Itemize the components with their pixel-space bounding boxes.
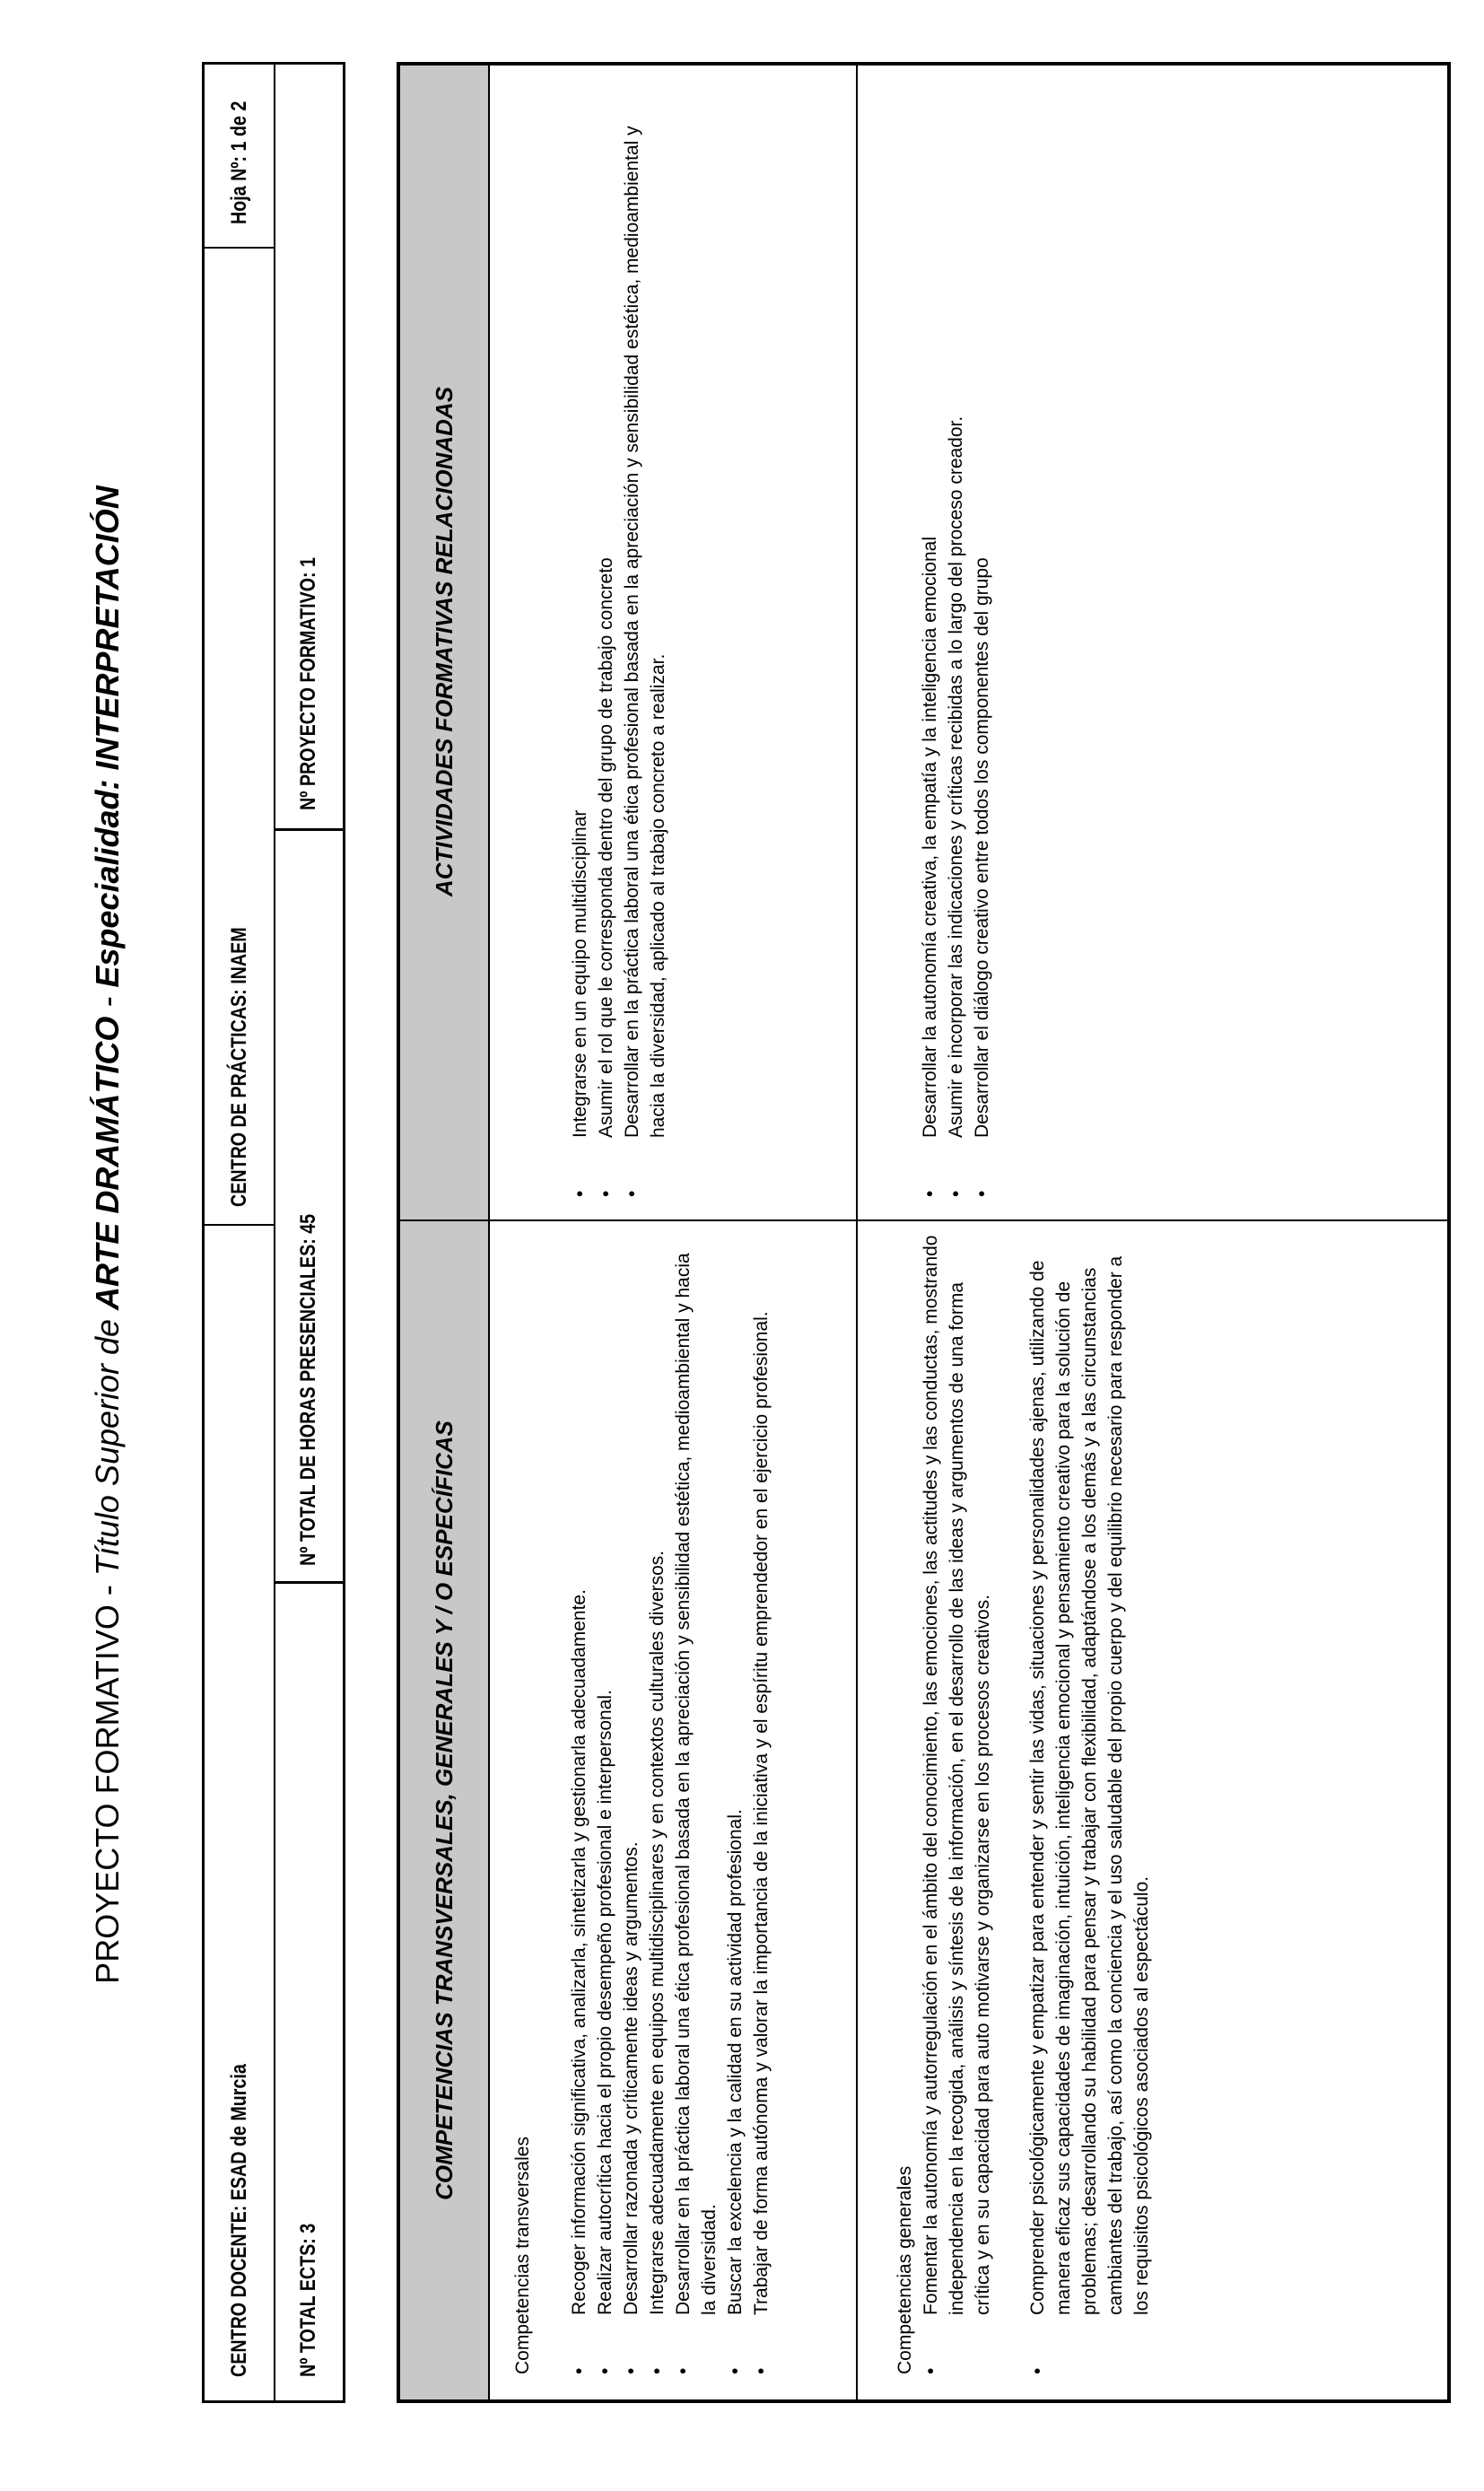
page-title xyxy=(88,158,127,2312)
bullet-icon: • xyxy=(972,1190,992,1197)
header-divider xyxy=(274,1581,343,1584)
row-divider xyxy=(856,66,858,2399)
title-plain: PROYECTO FORMATIVO - xyxy=(89,1576,126,1984)
title-degree: ARTE DRAMÁTICO xyxy=(89,1016,126,1310)
list-item: • Recoger información significativa, analizarla, sintetizarla y gestionarla adecuadamente. xyxy=(566,1235,592,2374)
list-item: • Desarrollar en la práctica laboral una ética profesional basada en la apreciación y sensibilidad estética, medioambiental y hacia la diversidad. xyxy=(670,1235,722,2374)
list-item: • Desarrollar en la práctica laboral una ética profesional basada en la apreciación y sensibilidad estética, medioambiental y hacia la diversidad, aplicado al trabajo concreto a realizar. xyxy=(619,93,671,1197)
bullet-icon: • xyxy=(569,2367,589,2374)
subtitle-generales: Competencias generales xyxy=(895,2165,915,2374)
list-item: • Buscar la excelencia y la calidad en su actividad profesional. xyxy=(722,1235,748,2374)
bullet-icon: • xyxy=(647,2367,668,2374)
actividades-row1-cell xyxy=(567,93,671,1197)
bullet-icon: • xyxy=(725,2367,746,2374)
total-horas: Nº TOTAL DE HORAS PRESENCIALES: 45 xyxy=(296,1213,320,1566)
competencias-transversales-list xyxy=(566,1235,774,2374)
hoja-numero: Hoja Nº: 1 de 2 xyxy=(227,101,251,224)
actividades-row2-list xyxy=(917,93,995,1197)
actividades-row1-list xyxy=(567,93,671,1197)
col-actividades-header: ACTIVIDADES FORMATIVAS RELACIONADAS xyxy=(431,386,458,897)
header-divider xyxy=(274,828,343,831)
list-item: • Asumir e incorporar las indicaciones y críticas recibidas a lo largo del proceso creador. xyxy=(943,93,969,1197)
list-item: • Integrarse en un equipo multidisciplinar xyxy=(567,93,593,1197)
bullet-icon: • xyxy=(921,2367,941,2374)
competencias-table xyxy=(397,62,1451,2403)
bullet-icon: • xyxy=(622,1190,642,1197)
bullet-icon: • xyxy=(673,2367,694,2374)
col-competencias-header: COMPETENCIAS TRANSVERSALES, GENERALES Y / O ESPECÍFICAS xyxy=(431,1420,458,2200)
list-item: • Realizar autocrítica hacia el propio desempeño profesional e interpersonal. xyxy=(592,1235,618,2374)
bullet-icon: • xyxy=(751,2367,772,2374)
header-divider xyxy=(205,1224,274,1226)
bullet-icon: • xyxy=(595,2367,615,2374)
actividades-row2-cell xyxy=(917,93,995,1197)
bullet-icon: • xyxy=(946,1190,966,1197)
title-separator: - xyxy=(89,987,126,1017)
bullet-icon: • xyxy=(570,1190,590,1197)
centro-practicas: CENTRO DE PRÁCTICAS: INAEM xyxy=(227,927,251,1207)
bullet-icon: • xyxy=(596,1190,616,1197)
bullet-icon: • xyxy=(1027,2367,1048,2374)
list-item: • Integrarse adecuadamente en equipos multidisciplinares y en contextos culturales diversos. xyxy=(644,1235,670,2374)
table-header xyxy=(400,66,490,2399)
title-specialty: Especialidad: INTERPRETACIÓN xyxy=(89,485,126,988)
bullet-icon: • xyxy=(920,1190,940,1197)
competencias-generales-list xyxy=(918,1235,1155,2374)
list-item: • Desarrollar el diálogo creativo entre todos los componentes del grupo xyxy=(969,93,995,1197)
header-block xyxy=(202,62,345,2403)
list-item: • Fomentar la autonomía y autorregulación en el ámbito del conocimiento, las emociones, las actitudes y las conductas, mostrando independencia en la recogida, análisis y síntesis de la información, en el desarrollo de las ideas y argumentos de una forma crítica y en su capacidad para auto motivarse y organizarse en los procesos creativos. xyxy=(918,1235,996,2374)
bullet-icon: • xyxy=(621,2367,642,2374)
competencias-transversales-cell xyxy=(510,1235,774,2374)
list-item: • Comprender psicológicamente y empatizar para entender y sentir las vidas, situaciones y personalidades ajenas, utilizando de manera eficaz sus capacidades de imaginación, intuición, inteligencia emocional y pensamiento creativo para la solución de problemas; desarrollando su habilidad para pensar y trabajar con flexibilidad, adaptándose a los demás y a las circunstancias cambiantes del trabajo, así como la conciencia y el uso saludable del propio cuerpo y del equilibrio necesario para responder a los requisitos psicológicos asociados al espectáculo. xyxy=(1025,1235,1155,2374)
column-divider xyxy=(400,1219,1447,1221)
subtitle-transversales: Competencias transversales xyxy=(512,2137,533,2374)
centro-docente: CENTRO DOCENTE: ESAD de Murcia xyxy=(227,2064,251,2377)
competencias-generales-cell xyxy=(892,1235,1155,2374)
list-item: • Trabajar de forma autónoma y valorar la importancia de la iniciativa y el espíritu emprendedor en el ejercicio profesional. xyxy=(748,1235,774,2374)
title-italic: Título Superior de xyxy=(89,1309,126,1577)
total-ects: Nº TOTAL ECTS: 3 xyxy=(296,2223,320,2377)
list-item: • Asumir el rol que le corresponda dentro del grupo de trabajo concreto xyxy=(593,93,619,1197)
list-item: • Desarrollar la autonomía creativa, la empatía y la inteligencia emocional xyxy=(917,93,943,1197)
header-divider xyxy=(205,247,274,249)
proyecto-numero: Nº PROYECTO FORMATIVO: 1 xyxy=(296,556,320,810)
list-item: • Desarrollar razonada y críticamente ideas y argumentos. xyxy=(618,1235,644,2374)
